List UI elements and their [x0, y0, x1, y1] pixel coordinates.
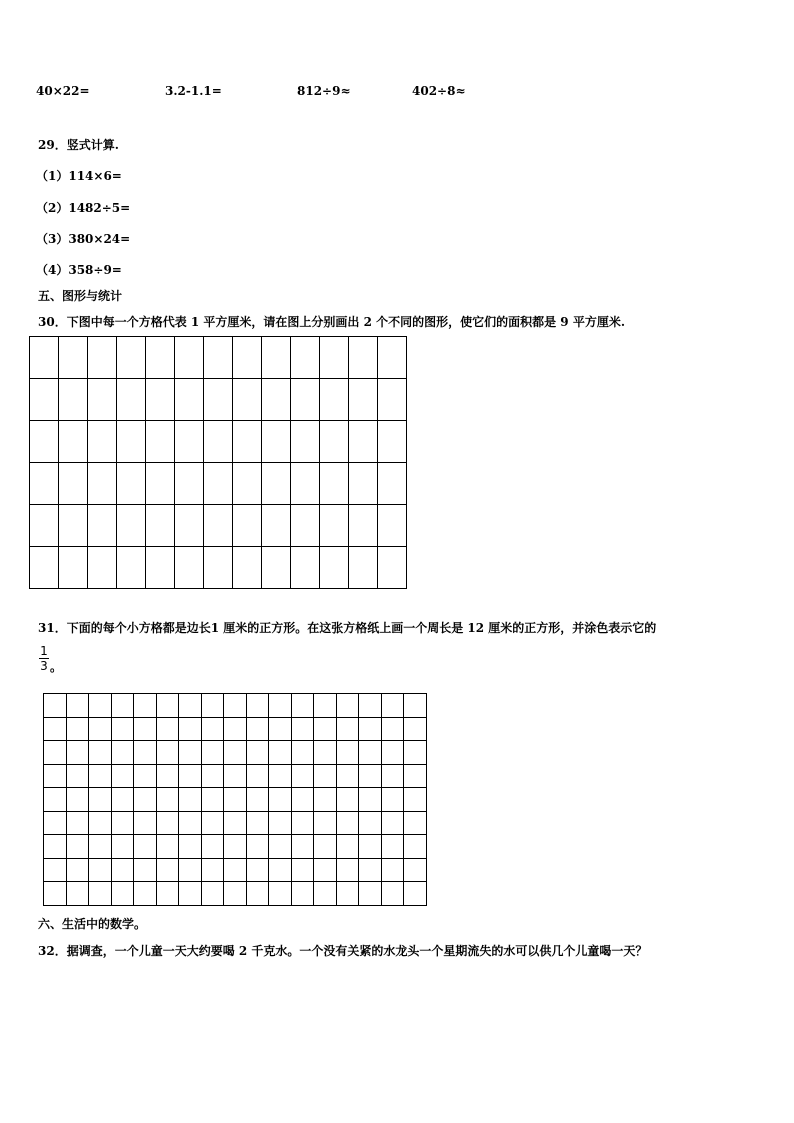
grid-cell[interactable]: [179, 811, 202, 835]
grid-cell[interactable]: [381, 741, 404, 765]
grid-cell[interactable]: [66, 788, 89, 812]
grid-cell[interactable]: [349, 463, 378, 505]
grid-cell[interactable]: [224, 882, 247, 906]
grid-cell[interactable]: [88, 379, 117, 421]
grid-cell[interactable]: [381, 882, 404, 906]
grid-cell[interactable]: [117, 505, 146, 547]
grid-cell[interactable]: [201, 858, 224, 882]
grid-cell[interactable]: [146, 547, 175, 589]
grid-cell[interactable]: [246, 858, 269, 882]
grid-cell[interactable]: [179, 882, 202, 906]
grid-cell[interactable]: [175, 505, 204, 547]
grid-cell[interactable]: [404, 741, 427, 765]
grid-cell[interactable]: [359, 717, 382, 741]
grid-cell[interactable]: [262, 463, 291, 505]
grid-cell[interactable]: [204, 505, 233, 547]
grid-cell[interactable]: [201, 788, 224, 812]
grid-cell[interactable]: [349, 547, 378, 589]
grid-cell[interactable]: [224, 811, 247, 835]
grid-cell[interactable]: [175, 547, 204, 589]
grid-cell[interactable]: [246, 694, 269, 718]
q31-grid[interactable]: [43, 693, 427, 906]
grid-cell[interactable]: [381, 764, 404, 788]
grid-cell[interactable]: [111, 882, 134, 906]
grid-cell[interactable]: [381, 788, 404, 812]
grid-cell[interactable]: [88, 505, 117, 547]
grid-cell[interactable]: [224, 717, 247, 741]
grid-cell[interactable]: [89, 811, 112, 835]
grid-cell[interactable]: [349, 337, 378, 379]
grid-cell[interactable]: [314, 694, 337, 718]
grid-cell[interactable]: [117, 547, 146, 589]
grid-cell[interactable]: [404, 882, 427, 906]
grid-row: [30, 337, 407, 379]
grid-cell[interactable]: [269, 835, 292, 859]
grid-cell[interactable]: [59, 463, 88, 505]
grid-cell[interactable]: [134, 694, 157, 718]
grid-cell[interactable]: [320, 379, 349, 421]
grid-cell[interactable]: [59, 547, 88, 589]
grid-cell[interactable]: [359, 741, 382, 765]
grid-cell[interactable]: [44, 858, 67, 882]
grid-cell[interactable]: [134, 741, 157, 765]
grid-cell[interactable]: [89, 717, 112, 741]
grid-cell[interactable]: [146, 505, 175, 547]
grid-cell[interactable]: [201, 882, 224, 906]
grid-cell[interactable]: [201, 811, 224, 835]
section-6-title: 六、生活中的数学。: [38, 917, 147, 931]
grid-row: [44, 764, 427, 788]
grid-cell[interactable]: [111, 741, 134, 765]
grid-cell[interactable]: [269, 717, 292, 741]
grid-cell[interactable]: [269, 788, 292, 812]
grid-cell[interactable]: [179, 835, 202, 859]
grid-row: [44, 717, 427, 741]
grid-cell[interactable]: [224, 835, 247, 859]
grid-cell[interactable]: [291, 337, 320, 379]
grid-cell[interactable]: [111, 764, 134, 788]
q32-text: 32．据调查，一个儿童一天大约要喝 2 千克水。一个没有关紧的水龙头一个星期流失的水可以供几个儿童喝一天？: [38, 944, 648, 958]
grid-cell[interactable]: [291, 463, 320, 505]
grid-cell[interactable]: [378, 463, 407, 505]
grid-cell[interactable]: [66, 882, 89, 906]
grid-cell[interactable]: [111, 717, 134, 741]
grid-row: [44, 788, 427, 812]
grid-cell[interactable]: [246, 741, 269, 765]
grid-cell[interactable]: [404, 811, 427, 835]
grid-row: [44, 858, 427, 882]
grid-cell[interactable]: [233, 421, 262, 463]
grid-cell[interactable]: [336, 788, 359, 812]
grid-cell[interactable]: [134, 811, 157, 835]
grid-cell[interactable]: [146, 379, 175, 421]
grid-cell[interactable]: [269, 764, 292, 788]
grid-cell[interactable]: [89, 788, 112, 812]
grid-cell[interactable]: [320, 421, 349, 463]
grid-cell[interactable]: [30, 463, 59, 505]
grid-cell[interactable]: [44, 694, 67, 718]
grid-cell[interactable]: [233, 337, 262, 379]
calc-item-2: 3.2-1.1=: [165, 84, 222, 98]
grid-cell[interactable]: [320, 505, 349, 547]
grid-cell[interactable]: [156, 811, 179, 835]
grid-row: [44, 741, 427, 765]
grid-cell[interactable]: [314, 835, 337, 859]
grid-cell[interactable]: [44, 835, 67, 859]
grid-cell[interactable]: [336, 741, 359, 765]
grid-cell[interactable]: [204, 463, 233, 505]
calc-item-3: 812÷9≈: [297, 84, 351, 98]
grid-cell[interactable]: [291, 717, 314, 741]
grid-cell[interactable]: [349, 505, 378, 547]
grid-cell[interactable]: [66, 741, 89, 765]
grid-cell[interactable]: [30, 379, 59, 421]
grid-cell[interactable]: [378, 505, 407, 547]
grid-cell[interactable]: [156, 764, 179, 788]
grid-cell[interactable]: [246, 788, 269, 812]
grid-cell[interactable]: [66, 694, 89, 718]
grid-cell[interactable]: [291, 741, 314, 765]
grid-row: [30, 505, 407, 547]
grid-cell[interactable]: [291, 835, 314, 859]
grid-cell[interactable]: [44, 882, 67, 906]
grid-cell[interactable]: [66, 764, 89, 788]
grid-cell[interactable]: [291, 788, 314, 812]
grid-cell[interactable]: [89, 741, 112, 765]
grid-cell[interactable]: [291, 505, 320, 547]
grid-cell[interactable]: [246, 835, 269, 859]
grid-cell[interactable]: [359, 835, 382, 859]
grid-cell[interactable]: [66, 835, 89, 859]
grid-cell[interactable]: [320, 463, 349, 505]
grid-cell[interactable]: [269, 811, 292, 835]
grid-cell[interactable]: [44, 788, 67, 812]
grid-cell[interactable]: [320, 337, 349, 379]
grid-cell[interactable]: [314, 811, 337, 835]
grid-cell[interactable]: [224, 694, 247, 718]
grid-cell[interactable]: [179, 694, 202, 718]
grid-cell[interactable]: [88, 463, 117, 505]
grid-cell[interactable]: [262, 547, 291, 589]
grid-cell[interactable]: [111, 835, 134, 859]
grid-cell[interactable]: [89, 835, 112, 859]
q31-tail: 。: [50, 660, 63, 674]
grid-cell[interactable]: [59, 379, 88, 421]
grid-cell[interactable]: [117, 421, 146, 463]
grid-cell[interactable]: [314, 764, 337, 788]
grid-cell[interactable]: [66, 811, 89, 835]
grid-cell[interactable]: [404, 788, 427, 812]
grid-row: [30, 379, 407, 421]
grid-cell[interactable]: [179, 764, 202, 788]
grid-cell[interactable]: [381, 694, 404, 718]
grid-cell[interactable]: [314, 717, 337, 741]
grid-cell[interactable]: [314, 858, 337, 882]
grid-cell[interactable]: [359, 882, 382, 906]
grid-cell[interactable]: [134, 858, 157, 882]
grid-cell[interactable]: [269, 882, 292, 906]
grid-cell[interactable]: [246, 811, 269, 835]
grid-cell[interactable]: [156, 882, 179, 906]
grid-cell[interactable]: [269, 741, 292, 765]
grid-cell[interactable]: [233, 547, 262, 589]
grid-cell[interactable]: [30, 547, 59, 589]
grid-cell[interactable]: [291, 421, 320, 463]
calc-item-1: 40×22=: [36, 84, 90, 98]
grid-cell[interactable]: [111, 811, 134, 835]
q29-item-2: （2）1482÷5=: [36, 201, 131, 215]
grid-cell[interactable]: [117, 379, 146, 421]
grid-cell[interactable]: [204, 379, 233, 421]
grid-cell[interactable]: [201, 764, 224, 788]
grid-cell[interactable]: [146, 421, 175, 463]
grid-cell[interactable]: [30, 505, 59, 547]
section-5-title: 五、图形与统计: [38, 289, 123, 303]
grid-cell[interactable]: [233, 379, 262, 421]
fraction-denominator: 3: [40, 659, 48, 673]
grid-cell[interactable]: [336, 764, 359, 788]
grid-cell[interactable]: [224, 741, 247, 765]
grid-cell[interactable]: [88, 421, 117, 463]
grid-cell[interactable]: [201, 835, 224, 859]
grid-cell[interactable]: [291, 694, 314, 718]
grid-cell[interactable]: [349, 421, 378, 463]
grid-cell[interactable]: [381, 717, 404, 741]
grid-cell[interactable]: [89, 764, 112, 788]
grid-cell[interactable]: [224, 764, 247, 788]
grid-cell[interactable]: [59, 421, 88, 463]
grid-cell[interactable]: [179, 717, 202, 741]
grid-row: [44, 835, 427, 859]
grid-cell[interactable]: [44, 764, 67, 788]
grid-cell[interactable]: [269, 858, 292, 882]
grid-cell[interactable]: [59, 505, 88, 547]
grid-cell[interactable]: [156, 741, 179, 765]
grid-cell[interactable]: [224, 788, 247, 812]
grid-cell[interactable]: [314, 741, 337, 765]
grid-cell[interactable]: [66, 717, 89, 741]
grid-cell[interactable]: [204, 547, 233, 589]
grid-cell[interactable]: [314, 882, 337, 906]
grid-cell[interactable]: [134, 788, 157, 812]
grid-cell[interactable]: [404, 858, 427, 882]
grid-cell[interactable]: [204, 337, 233, 379]
grid-cell[interactable]: [59, 337, 88, 379]
calc-item-4: 402÷8≈: [412, 84, 466, 98]
grid-row: [30, 463, 407, 505]
grid-cell[interactable]: [262, 379, 291, 421]
grid-cell[interactable]: [336, 694, 359, 718]
grid-cell[interactable]: [320, 547, 349, 589]
grid-cell[interactable]: [30, 337, 59, 379]
q29-item-1: （1）114×6=: [36, 169, 122, 183]
grid-cell[interactable]: [404, 694, 427, 718]
grid-cell[interactable]: [111, 788, 134, 812]
grid-cell[interactable]: [359, 788, 382, 812]
grid-cell[interactable]: [44, 741, 67, 765]
grid-row: [30, 547, 407, 589]
grid-cell[interactable]: [117, 337, 146, 379]
grid-cell[interactable]: [233, 463, 262, 505]
grid-cell[interactable]: [378, 379, 407, 421]
grid-cell[interactable]: [204, 421, 233, 463]
grid-cell[interactable]: [359, 858, 382, 882]
q31-fraction: [38, 645, 50, 673]
grid-cell[interactable]: [404, 764, 427, 788]
q29-item-4: （4）358÷9=: [36, 263, 122, 277]
q29-item-3: （3）380×24=: [36, 232, 131, 246]
grid-cell[interactable]: [175, 463, 204, 505]
grid-cell[interactable]: [134, 882, 157, 906]
grid-cell[interactable]: [262, 337, 291, 379]
grid-cell[interactable]: [117, 463, 146, 505]
grid-cell[interactable]: [179, 858, 202, 882]
grid-cell[interactable]: [201, 741, 224, 765]
grid-cell[interactable]: [378, 421, 407, 463]
grid-cell[interactable]: [359, 694, 382, 718]
grid-cell[interactable]: [134, 764, 157, 788]
grid-cell[interactable]: [201, 717, 224, 741]
grid-cell[interactable]: [44, 717, 67, 741]
grid-cell[interactable]: [336, 717, 359, 741]
grid-cell[interactable]: [111, 694, 134, 718]
grid-cell[interactable]: [201, 694, 224, 718]
grid-cell[interactable]: [381, 835, 404, 859]
grid-cell[interactable]: [88, 337, 117, 379]
grid-cell[interactable]: [156, 858, 179, 882]
grid-cell[interactable]: [291, 764, 314, 788]
grid-cell[interactable]: [262, 421, 291, 463]
grid-cell[interactable]: [88, 547, 117, 589]
grid-cell[interactable]: [89, 858, 112, 882]
q31-text: 31．下面的每个小方格都是边长1 厘米的正方形。在这张方格纸上画一个周长是 12 厘米的正方形，并涂色表示它的: [38, 621, 657, 635]
grid-cell[interactable]: [89, 882, 112, 906]
grid-cell[interactable]: [175, 379, 204, 421]
q30-grid[interactable]: [29, 336, 407, 589]
grid-cell[interactable]: [314, 788, 337, 812]
grid-row: [44, 694, 427, 718]
grid-cell[interactable]: [156, 788, 179, 812]
grid-cell[interactable]: [336, 882, 359, 906]
grid-cell[interactable]: [336, 811, 359, 835]
grid-cell[interactable]: [179, 741, 202, 765]
grid-cell[interactable]: [359, 764, 382, 788]
grid-cell[interactable]: [269, 694, 292, 718]
grid-cell[interactable]: [111, 858, 134, 882]
grid-cell[interactable]: [291, 882, 314, 906]
grid-cell[interactable]: [381, 811, 404, 835]
grid-cell[interactable]: [246, 882, 269, 906]
grid-cell[interactable]: [291, 858, 314, 882]
grid-cell[interactable]: [224, 858, 247, 882]
grid-cell[interactable]: [89, 694, 112, 718]
grid-cell[interactable]: [134, 835, 157, 859]
grid-cell[interactable]: [246, 717, 269, 741]
grid-cell[interactable]: [246, 764, 269, 788]
q29-title: 29．竖式计算.: [38, 138, 119, 152]
grid-cell[interactable]: [156, 717, 179, 741]
grid-cell[interactable]: [175, 337, 204, 379]
grid-cell[interactable]: [291, 547, 320, 589]
grid-cell[interactable]: [336, 835, 359, 859]
fraction-numerator: 1: [40, 644, 48, 658]
grid-cell[interactable]: [336, 858, 359, 882]
grid-cell[interactable]: [233, 505, 262, 547]
grid-row: [44, 882, 427, 906]
grid-cell[interactable]: [30, 421, 59, 463]
grid-cell[interactable]: [381, 858, 404, 882]
grid-cell[interactable]: [378, 337, 407, 379]
grid-cell[interactable]: [66, 858, 89, 882]
grid-cell[interactable]: [291, 811, 314, 835]
grid-cell[interactable]: [175, 421, 204, 463]
grid-cell[interactable]: [146, 337, 175, 379]
grid-cell[interactable]: [349, 379, 378, 421]
grid-cell[interactable]: [378, 547, 407, 589]
grid-cell[interactable]: [359, 811, 382, 835]
grid-cell[interactable]: [44, 811, 67, 835]
grid-cell[interactable]: [156, 835, 179, 859]
q30-text: 30．下图中每一个方格代表 1 平方厘米，请在图上分别画出 2 个不同的图形，使它们的面积都是 9 平方厘米.: [38, 315, 625, 329]
grid-cell[interactable]: [404, 835, 427, 859]
grid-cell[interactable]: [262, 505, 291, 547]
grid-row: [44, 811, 427, 835]
grid-row: [30, 421, 407, 463]
grid-cell[interactable]: [179, 788, 202, 812]
grid-cell[interactable]: [156, 694, 179, 718]
grid-cell[interactable]: [146, 463, 175, 505]
grid-cell[interactable]: [404, 717, 427, 741]
grid-cell[interactable]: [134, 717, 157, 741]
grid-cell[interactable]: [291, 379, 320, 421]
